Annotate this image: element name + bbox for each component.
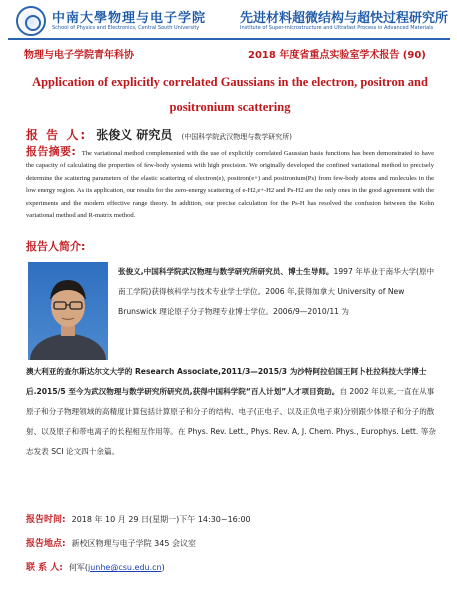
time-label: 报告时间:: [26, 515, 66, 525]
reporter-affiliation: (中国科学院武汉物理与数学研究所): [181, 133, 292, 141]
bio-text-top: [118, 262, 438, 322]
place-value: 新校区物理与电子学院 345 会议室: [71, 539, 196, 548]
abstract-text: The variational method complemented with the use of explicitly correlated Gaussian basis functions has been demonstrated to have the capacity of calculating the properties of few-body systems with high precision. We originally developed the confined variational method to precisely determine the scattering parameters of the elastic scattering of electron(e), positron(e+) and positronium(Ps) from few-body atoms and molecules in the low energy region. As its application, our results for the zero-energy scattering of e-H2,e+-H2 and Ps-H2 are the only ones in the good agreement with the experiments and the modern effective range theory. In addition, our precise calculation for the Ps-H has resolved the confusion between the Kohn variational method and R-matrix method.: [26, 150, 434, 220]
header-divider: [8, 38, 450, 40]
school-name-en: School of Physics and Electronics, Central South University: [52, 25, 200, 31]
abstract-paragraph: [26, 146, 434, 222]
page-header: [0, 0, 457, 40]
organizer-label: 物理与电子学院青年科协: [24, 50, 134, 61]
talk-title-line-1: Application of explicitly correlated Gaussians in the electron, positron and: [32, 75, 428, 89]
bio-text-bottom: [26, 362, 440, 462]
contact-email-link[interactable]: junhe@csu.edu.cn: [88, 563, 162, 572]
school-name: 中南大學物理与电子学院: [52, 11, 207, 26]
talk-title: [22, 70, 438, 120]
talk-place-row: [26, 536, 196, 549]
talk-title-line-2: positronium scattering: [169, 100, 291, 114]
portrait-photo: [28, 262, 108, 360]
contact-name: 何军: [68, 563, 85, 572]
place-label: 报告地点:: [26, 539, 66, 549]
reporter-name: 张俊义 研究员: [96, 128, 173, 142]
bio-intro: 张俊义,中国科学院武汉物理与数学研究所研究员、博士生导师。: [118, 267, 334, 276]
contact-label: 联 系 人:: [26, 563, 63, 573]
talk-time-row: [26, 512, 251, 525]
reporter-label: 报 告 人:: [26, 128, 88, 142]
series-label: 2018 年度省重点实验室学术报告 (90): [248, 50, 426, 61]
institute-name-en: Institute of Super-microstructure and Ultrafast Process in Advanced Materials: [240, 25, 434, 31]
institute-name: 先进材料超微结构与超快过程研究所: [240, 11, 449, 26]
bio-education: 1997 年毕业于南华大学(原中南工学院)获得核科学与技术专业学士学位。2006 年,获得加拿大 University of New Brunswick 理论原子分子物理专业博士学位。2006/9—2010/11 为: [118, 267, 435, 316]
abstract-label: 报告摘要:: [26, 145, 76, 158]
bio-career: 澳大利亚的查尔斯达尔文大学的 Research Associate,2011/3—2015/3 为沙特阿拉伯国王阿卜杜拉科技大学博士后.2015/5 至今为武汉物理与数学研究所研究员,获得中国科学院“百人计划”人才项目资助。: [26, 367, 427, 396]
contact-row: 联 系 人: 何军(junhe@csu.edu.cn): [26, 563, 165, 573]
bio-label: 报告人简介:: [26, 240, 86, 253]
reporter-line: [26, 124, 292, 143]
bio-research: 自 2002 年以来,一直在从事原子和分子物理领域的高精度计算包括计算原子和分子的结构、电子(正电子、以及正负电子束)分别跟少体原子和分子的散射、以及原子和带电离子的长程相互作用等。在 Phys. Rev. Lett., Phys. Rev. A, J. Chem. Phys., Europhys. Lett. 等杂志发表 SCI 论文四十余篇。: [26, 387, 436, 456]
university-logo-icon: [16, 6, 46, 36]
time-value: 2018 年 10 月 29 日(星期一)下午 14:30~16:00: [71, 515, 251, 524]
